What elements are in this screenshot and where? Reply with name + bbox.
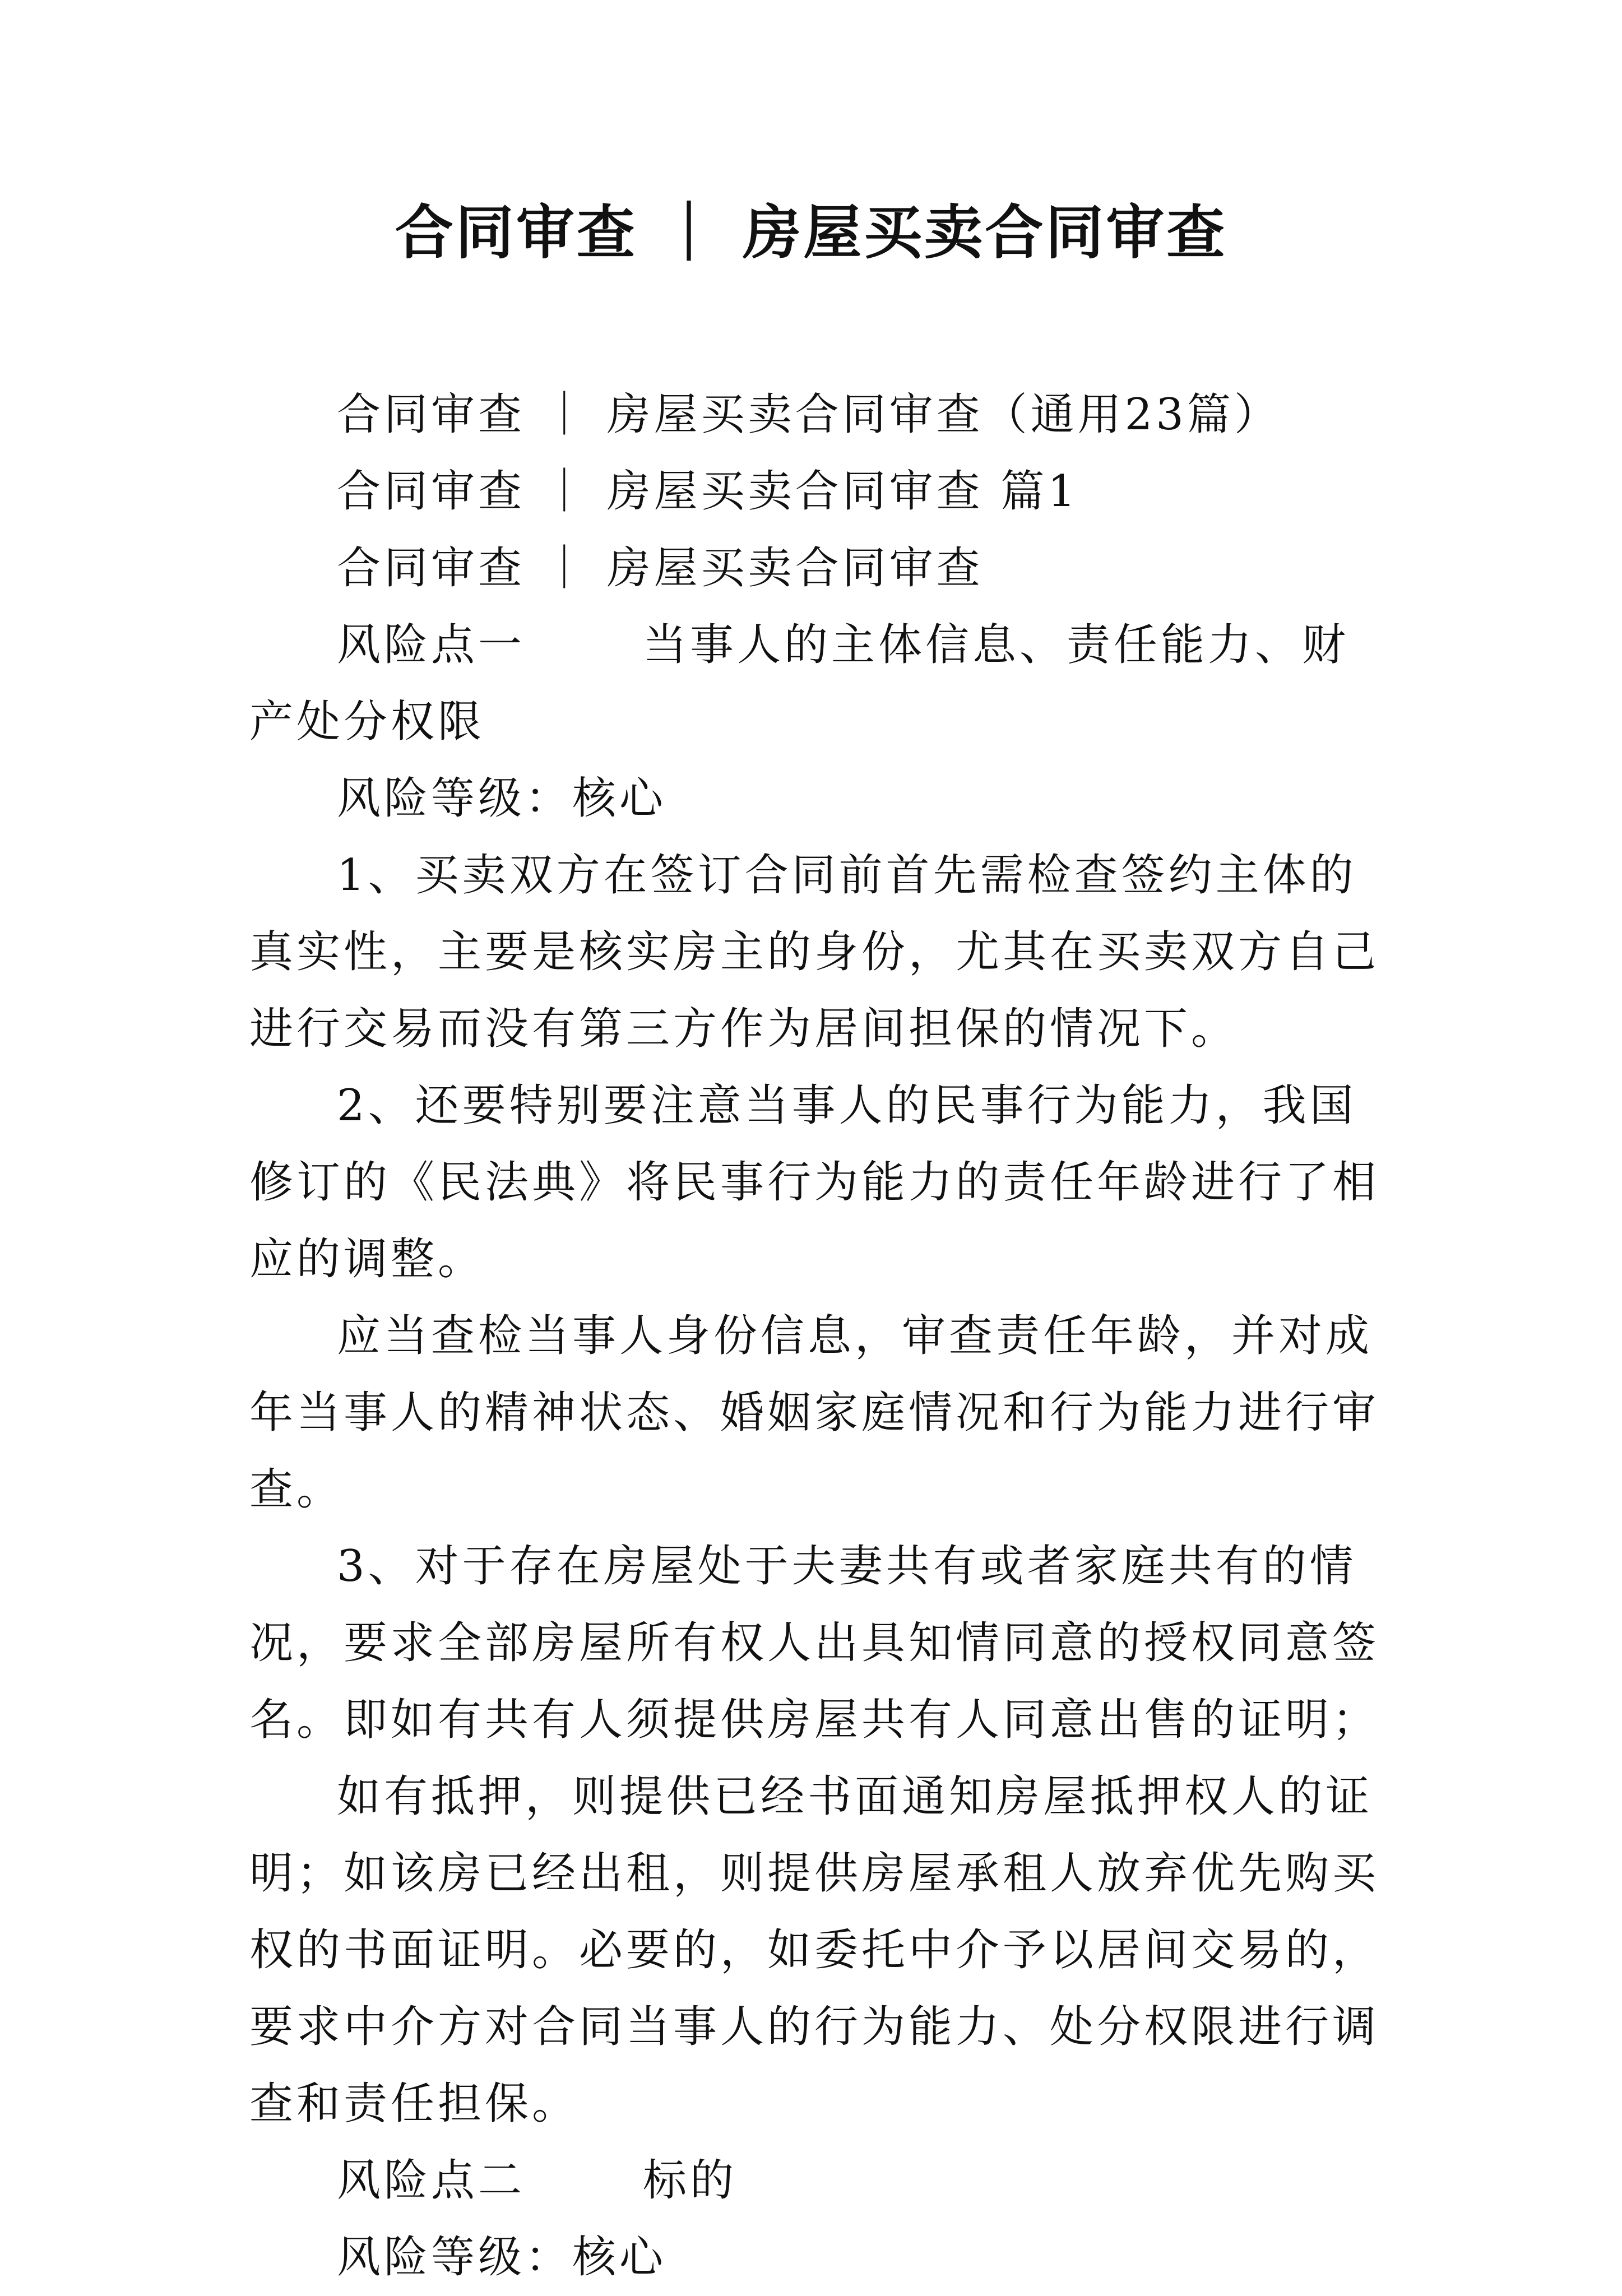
paragraph-item-1: 1、买卖双方在签订合同前首先需检查签约主体的真实性，主要是核实房主的身份，尤其在买卖双方自己进行交易而没有第三方作为居间担保的情况下。 xyxy=(249,850,1380,1054)
paragraph-section-heading: 合同审查 ｜ 房屋买卖合同审查 xyxy=(337,543,984,593)
paragraph-item-3-detail: 如有抵押，则提供已经书面通知房屋抵押权人的证明；如该房已经出租，则提供房屋承租人放弃优先购买权的书面证明。必要的，如委托中介予以居间交易的，要求中介方对合同当事人的行为能力、处分权限进行调查和责任担保。 xyxy=(249,1771,1380,2129)
paragraph-item-2: 2、还要特别要注意当事人的民事行为能力，我国修订的《民法典》将民事行为能力的责任年龄进行了相应的调整。 xyxy=(249,1080,1380,1284)
risk-point-one-text: 当事人的主体信息、责任能力、财产处分权限 xyxy=(249,620,1350,747)
risk-point-two xyxy=(249,2142,1387,2219)
risk-level-two: 风险等级：核心 xyxy=(337,2232,667,2283)
risk-point-one xyxy=(249,607,1387,760)
page-title: 合同审查 ｜ 房屋买卖合同审查 xyxy=(395,198,1227,267)
paragraph-item-2-detail: 应当查检当事人身份信息，审查责任年龄，并对成年当事人的精神状态、婚姻家庭情况和行为能力进行审查。 xyxy=(249,1311,1380,1515)
risk-point-one-label: 风险点一 xyxy=(337,620,526,670)
risk-point-two-label: 风险点二 xyxy=(337,2155,526,2206)
risk-point-two-text: 标的 xyxy=(643,2155,738,2206)
paragraph-subtitle: 合同审查 ｜ 房屋买卖合同审查（通用23篇） xyxy=(337,389,1281,440)
document-body xyxy=(249,377,1387,2296)
risk-level-one: 风险等级：核心 xyxy=(337,773,667,824)
paragraph-chapter-heading: 合同审查 ｜ 房屋买卖合同审查 篇1 xyxy=(337,466,1079,517)
paragraph-item-3: 3、对于存在房屋处于夫妻共有或者家庭共有的情况，要求全部房屋所有权人出具知情同意的授权同意签名。即如有共有人须提供房屋共有人同意出售的证明； xyxy=(249,1541,1380,1745)
